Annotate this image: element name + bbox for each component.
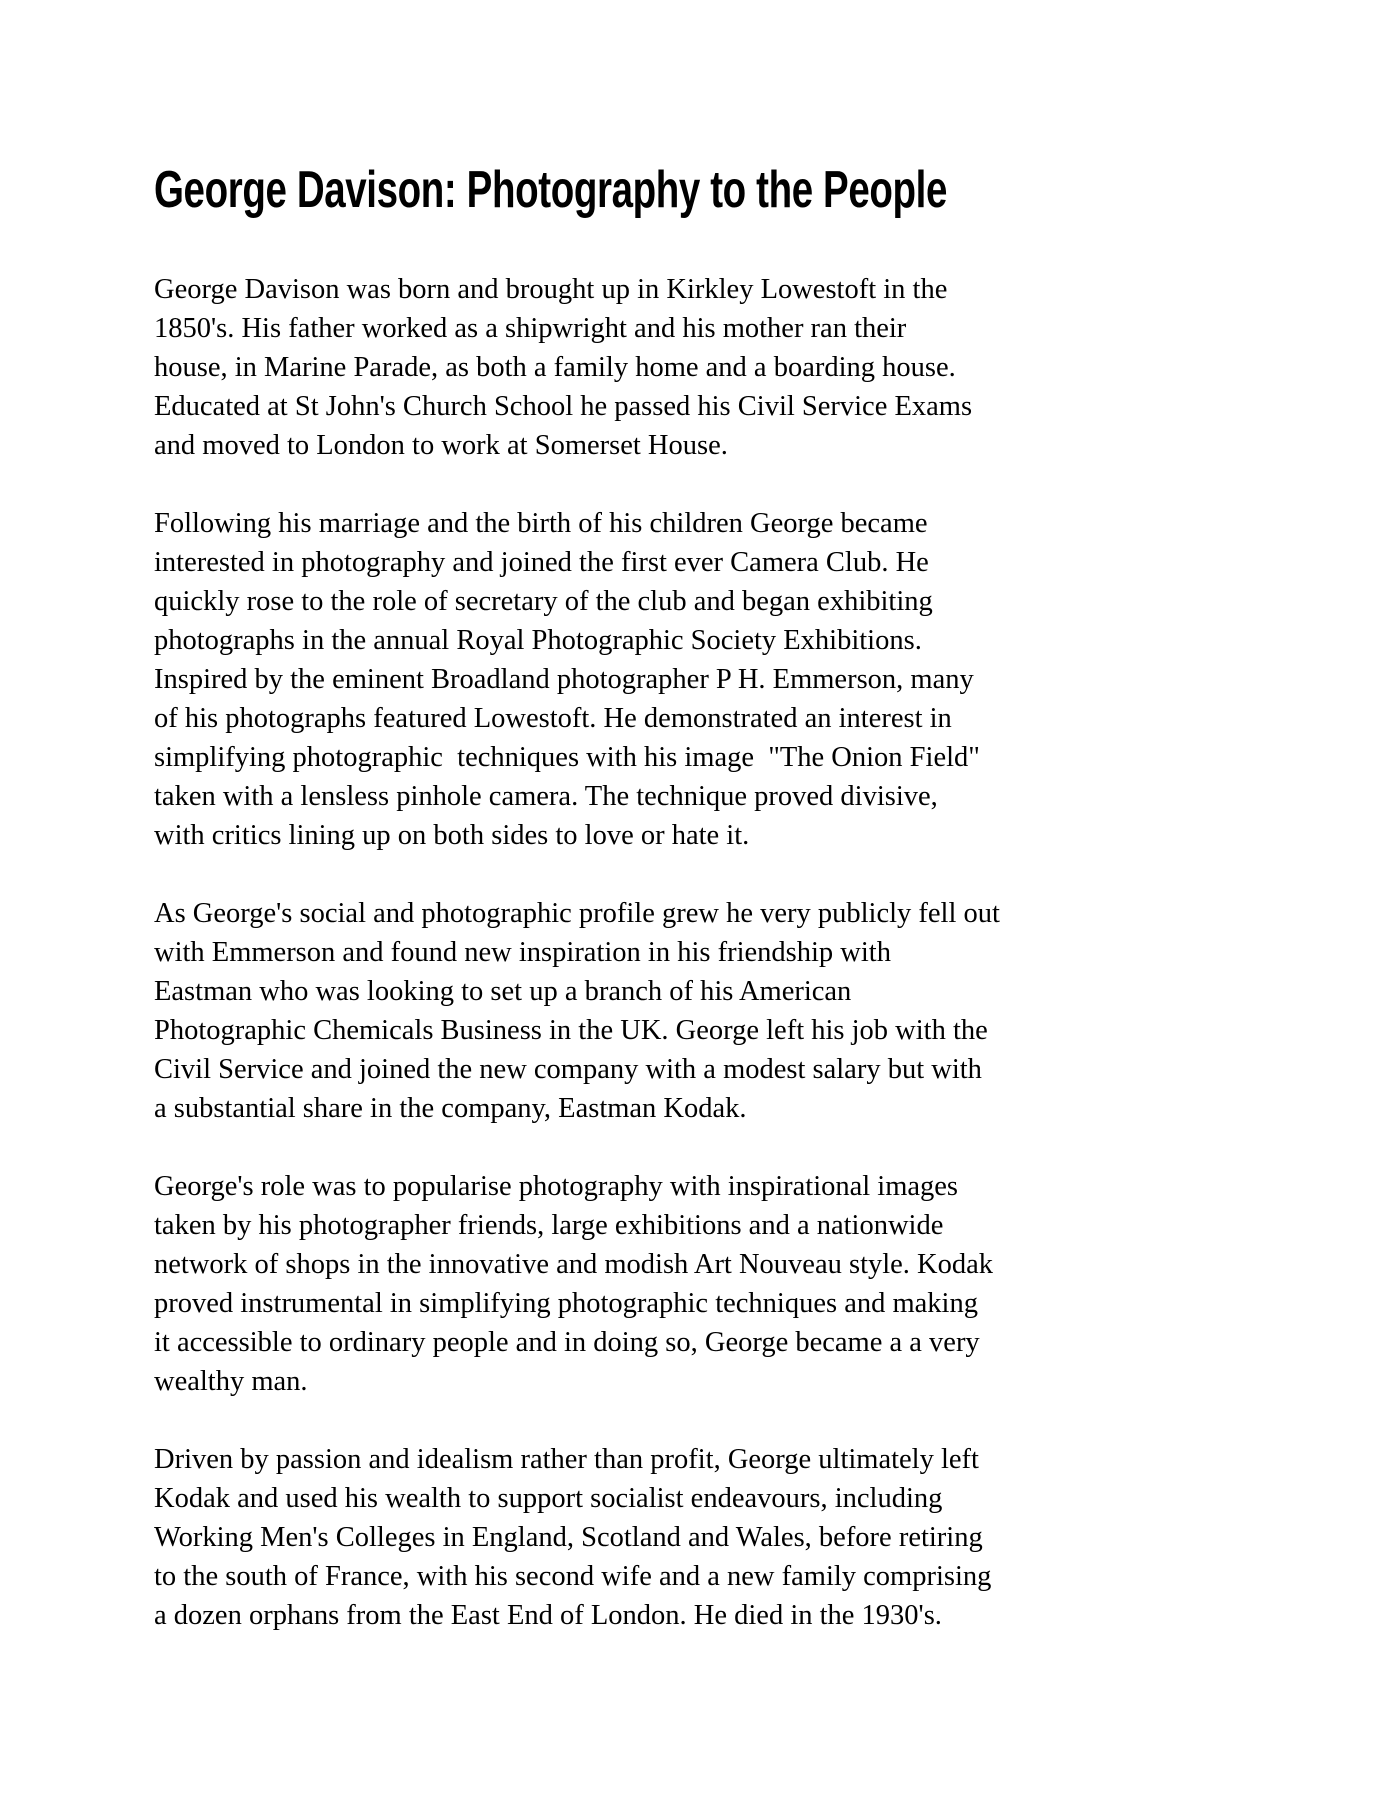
text-line: George Davison was born and brought up in Kirkley Lowestoft in the [154,274,948,305]
text-line: network of shops in the innovative and modish Art Nouveau style. Kodak [154,1249,994,1280]
text-line: Following his marriage and the birth of his children George became [154,508,928,539]
paragraph [154,894,1154,1128]
text-line: interested in photography and joined the first ever Camera Club. He [154,547,929,578]
text-line: taken with a lensless pinhole camera. The technique proved divisive, [154,781,938,812]
text-line: Inspired by the eminent Broadland photographer P H. Emmerson, many [154,664,974,695]
text-line: photographs in the annual Royal Photographic Society Exhibitions. [154,625,922,656]
text-line: Kodak and used his wealth to support socialist endeavours, including [154,1483,943,1514]
text-line: and moved to London to work at Somerset House. [154,430,728,461]
text-line: As George's social and photographic profile grew he very publicly fell out [154,898,1000,929]
text-line: a dozen orphans from the East End of London. He died in the 1930's. [154,1600,942,1631]
text-line: Photographic Chemicals Business in the UK. George left his job with the [154,1015,988,1046]
text-line: Eastman who was looking to set up a branch of his American [154,976,852,1007]
text-line: Working Men's Colleges in England, Scotland and Wales, before retiring [154,1522,983,1553]
paragraph [154,270,1154,465]
text-line: of his photographs featured Lowestoft. He demonstrated an interest in [154,703,952,734]
paragraph [154,1440,1154,1635]
paragraph [154,1167,1154,1401]
text-line: 1850's. His father worked as a shipwright and his mother ran their [154,313,907,344]
document-body [154,270,1154,1674]
page-title: George Davison: Photography to the People [154,161,948,219]
text-line: Civil Service and joined the new company with a modest salary but with [154,1054,982,1085]
text-line: simplifying photographic techniques with his image "The Onion Field" [154,742,980,773]
text-line: quickly rose to the role of secretary of the club and began exhibiting [154,586,933,617]
text-line: Driven by passion and idealism rather than profit, George ultimately left [154,1444,979,1475]
text-line: a substantial share in the company, Eastman Kodak. [154,1093,747,1124]
text-line: taken by his photographer friends, large exhibitions and a nationwide [154,1210,944,1241]
paragraph [154,504,1154,855]
text-line: with Emmerson and found new inspiration in his friendship with [154,937,891,968]
text-line: to the south of France, with his second wife and a new family comprising [154,1561,992,1592]
text-line: Educated at St John's Church School he passed his Civil Service Exams [154,391,973,422]
text-line: George's role was to popularise photography with inspirational images [154,1171,959,1202]
text-line: proved instrumental in simplifying photographic techniques and making [154,1288,978,1319]
text-line: with critics lining up on both sides to love or hate it. [154,820,750,851]
text-line: wealthy man. [154,1366,308,1397]
text-line: house, in Marine Parade, as both a family home and a boarding house. [154,352,956,383]
text-line: it accessible to ordinary people and in doing so, George became a a very [154,1327,980,1358]
